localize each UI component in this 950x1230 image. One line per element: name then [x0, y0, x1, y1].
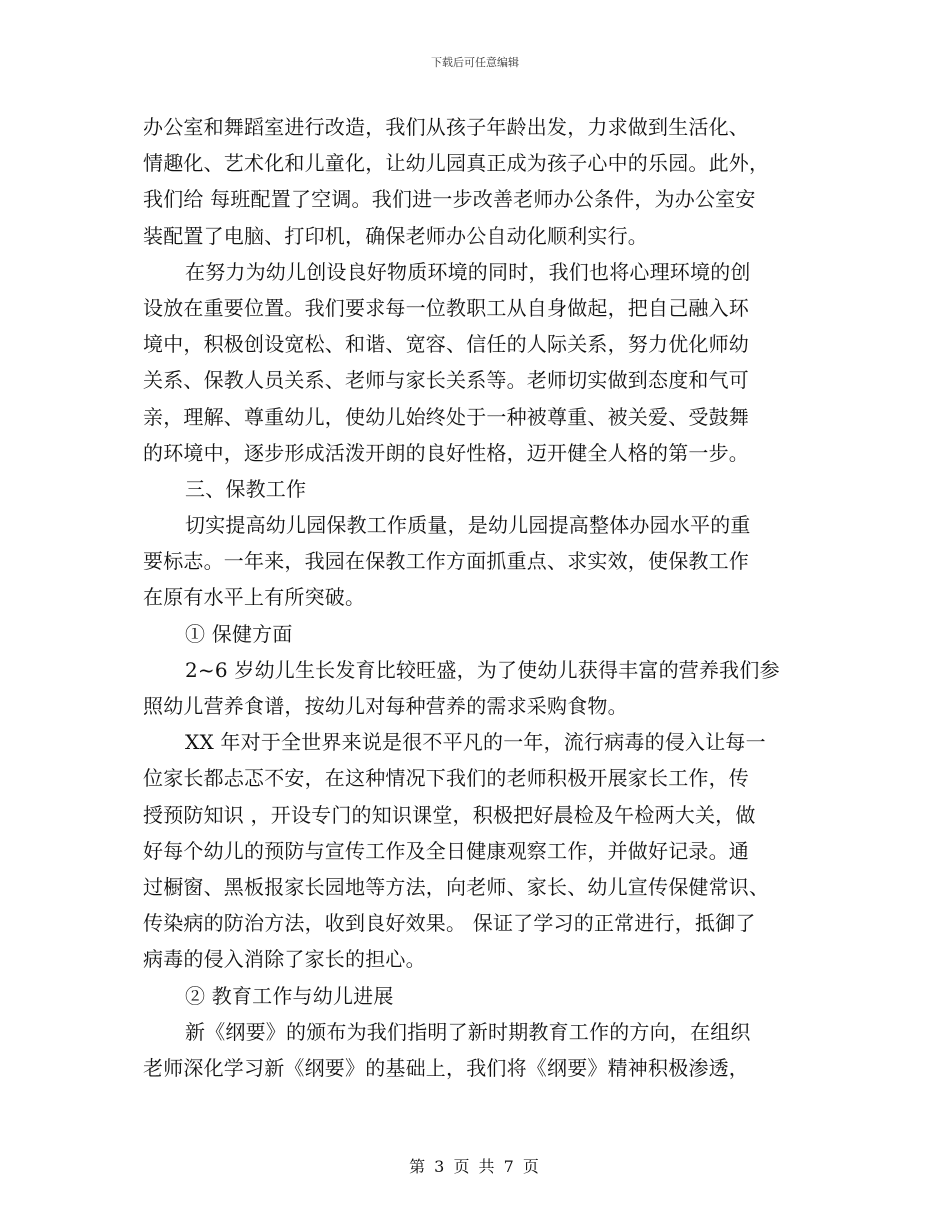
subsection-heading: ① 保健方面	[185, 621, 293, 646]
text-line: 过橱窗、黑板报家长园地等方法，向老师、家长、幼儿宣传保健常识、	[143, 874, 770, 899]
text-line: 的环境中，逐步形成活泼开朗的良好性格，迈开健全人格的第一步。	[143, 440, 749, 465]
paragraph-start-line: 新《纲要》的颁布为我们指明了新时期教育工作的方向，在组织	[185, 1019, 751, 1044]
paragraph-start-line: 切实提高幼儿园保教工作质量，是幼儿园提高整体办园水平的重	[185, 513, 751, 538]
text-line: 设放在重要位置。我们要求每一位教职工从自身做起，把自己融入环	[143, 295, 749, 320]
page-footer: 第 3 页 共 7 页	[409, 1157, 541, 1176]
paragraph-start-line: 2~6 岁幼儿生长发育比较旺盛，为了使幼儿获得丰富的营养我们参	[185, 657, 780, 682]
document-body	[143, 109, 813, 1086]
page-header: 下载后可任意编辑	[431, 56, 519, 69]
paragraph-start-line: 在努力为幼儿创设良好物质环境的同时，我们也将心理环境的创	[185, 259, 751, 284]
text-line: 办公室和舞蹈室进行改造，我们从孩子年龄出发，力求做到生活化、	[143, 115, 749, 139]
text-line: 授预防知识 ，开设专门的知识课堂，积极把好晨检及午检两大关，做	[143, 802, 756, 827]
text-line: 老师深化学习新《纲要》的基础上，我们将《纲要》精神积极渗透，	[143, 1055, 749, 1080]
text-line: 照幼儿营养食谱，按幼儿对每种营养的需求采购食物。	[143, 694, 628, 718]
text-line: 病毒的侵入消除了家长的担心。	[143, 947, 426, 972]
paragraph-start-line: XX 年对于全世界来说是很不平凡的一年，流行病毒的侵入让每一	[185, 730, 766, 755]
section-heading: 三、保教工作	[185, 476, 307, 501]
text-line: 亲，理解、尊重幼儿，使幼儿始终处于一种被尊重、被关爱、受鼓舞	[143, 404, 749, 429]
subsection-heading: ② 教育工作与幼儿进展	[185, 983, 394, 1008]
text-line: 位家长都忐忑不安，在这种情况下我们的老师积极开展家长工作，传	[143, 766, 749, 791]
text-line: 传染病的防治方法，收到良好效果。 保证了学习的正常进行，抵御了	[143, 911, 756, 936]
text-line: 在原有水平上有所突破。	[143, 585, 366, 610]
text-line: 关系、保教人员关系、老师与家长关系等。老师切实做到态度和气可	[143, 368, 749, 393]
text-line: 好每个幼儿的预防与宣传工作及全日健康观察工作，并做好记录。通	[143, 838, 749, 863]
text-line: 装配置了电脑、打印机，确保老师办公自动化顺利实行。	[143, 223, 648, 248]
text-line: 我们给 每班配置了空调。我们进一步改善老师办公条件，为办公室安	[143, 187, 756, 212]
text-line: 境中，积极创设宽松、和谐、宽容、信任的人际关系，努力优化师幼	[143, 332, 749, 357]
text-line: 情趣化、艺术化和儿童化，让幼儿园真正成为孩子心中的乐园。此外，	[143, 151, 770, 176]
text-line: 要标志。一年来，我园在保教工作方面抓重点、求实效，使保教工作	[143, 549, 749, 574]
